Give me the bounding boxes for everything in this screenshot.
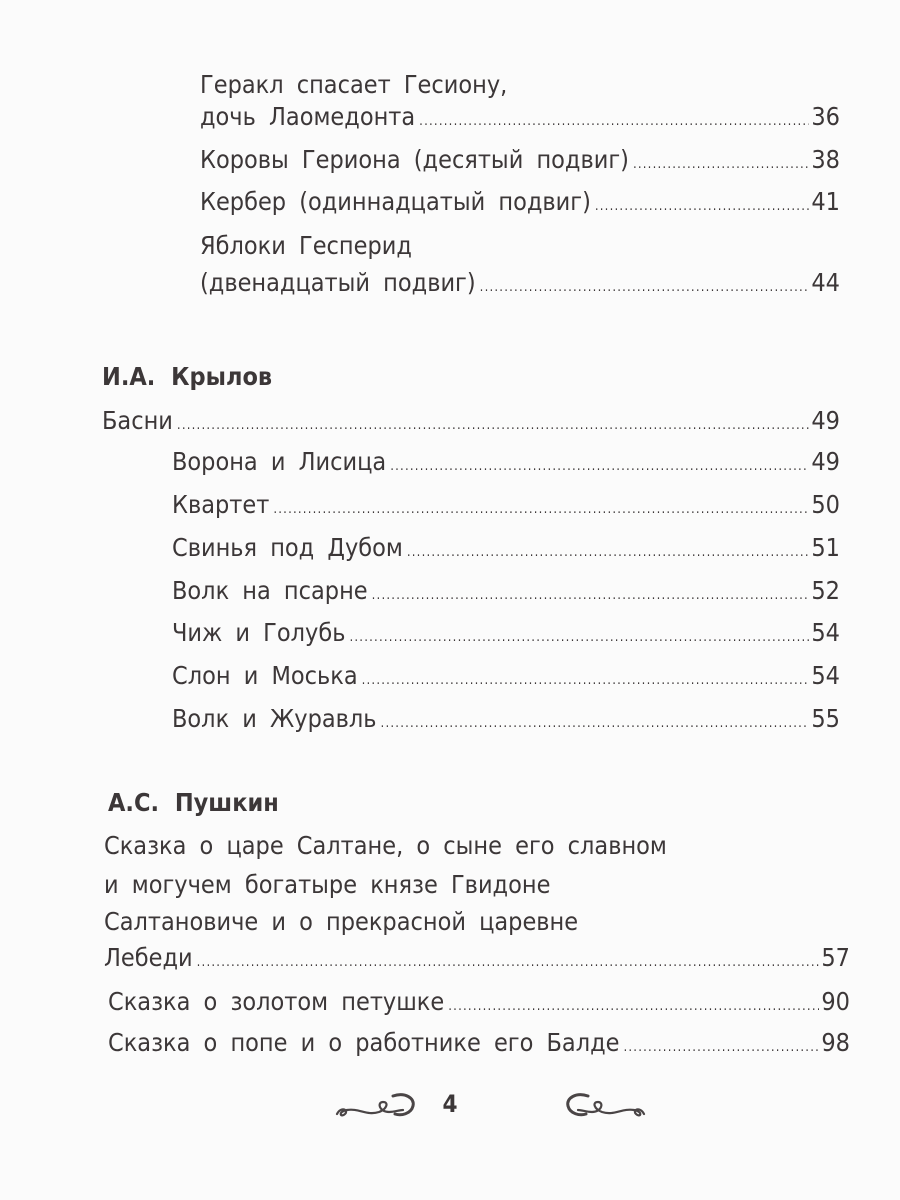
toc-page-number: 36 bbox=[811, 102, 840, 131]
toc-title: дочь Лаомедонта bbox=[200, 102, 416, 131]
toc-page-number: 49 bbox=[811, 406, 840, 435]
toc-title: Чиж и Голубь bbox=[172, 618, 346, 647]
toc-page-number: 90 bbox=[821, 987, 850, 1016]
toc-entry-fable[interactable] bbox=[172, 661, 840, 696]
toc-page-number: 44 bbox=[811, 268, 840, 297]
toc-entry-fable[interactable] bbox=[172, 704, 840, 739]
dot-leader bbox=[407, 538, 810, 568]
toc-entry-golden-cockerel[interactable] bbox=[108, 987, 850, 1022]
toc-entry-fable[interactable] bbox=[172, 490, 840, 525]
dot-leader bbox=[273, 495, 809, 525]
toc-title: Волк на псарне bbox=[172, 576, 368, 605]
toc-title: Кербер (одиннадцатый подвиг) bbox=[200, 187, 591, 216]
dot-leader bbox=[419, 107, 809, 137]
toc-title: Волк и Журавль bbox=[172, 704, 377, 733]
toc-entry-balda[interactable] bbox=[108, 1028, 850, 1063]
toc-page-number: 54 bbox=[811, 618, 840, 647]
toc-page-number: 57 bbox=[821, 943, 850, 972]
dot-leader bbox=[372, 581, 810, 611]
toc-page-number: 49 bbox=[811, 447, 840, 476]
dot-leader bbox=[595, 192, 810, 222]
toc-entry-line: и могучем богатыре князе Гвидоне bbox=[104, 870, 551, 899]
toc-page-number: 51 bbox=[811, 533, 840, 562]
toc-page-number: 41 bbox=[811, 187, 840, 216]
toc-page-number: 50 bbox=[811, 490, 840, 519]
toc-title: Басни bbox=[102, 406, 173, 435]
dot-leader bbox=[362, 666, 810, 696]
toc-title: Слон и Моська bbox=[172, 661, 358, 690]
toc-title: Сказка о попе и о работнике его Балде bbox=[108, 1028, 620, 1057]
toc-title: Коровы Гериона (десятый подвиг) bbox=[200, 145, 629, 174]
toc-title: Ворона и Лисица bbox=[172, 447, 387, 476]
toc-page-number: 54 bbox=[811, 661, 840, 690]
toc-title: Лебеди bbox=[104, 943, 193, 972]
toc-title: Квартет bbox=[172, 490, 270, 519]
toc-entry-line: Геракл спасает Гесиону, bbox=[200, 70, 508, 99]
dot-leader bbox=[381, 709, 810, 739]
toc-page-number: 98 bbox=[821, 1028, 850, 1057]
toc-entry-fable[interactable] bbox=[172, 618, 840, 653]
toc-row bbox=[200, 268, 840, 303]
dot-leader bbox=[197, 948, 820, 978]
toc-entry-cerberus[interactable] bbox=[200, 187, 840, 222]
toc-entry-fable[interactable] bbox=[172, 447, 840, 482]
author-heading-krylov: И.А. Крылов bbox=[102, 362, 273, 391]
dot-leader bbox=[480, 273, 810, 303]
page-number: 4 bbox=[442, 1090, 458, 1118]
toc-entry-fables[interactable] bbox=[102, 406, 840, 441]
dot-leader bbox=[390, 452, 809, 482]
dot-leader bbox=[633, 150, 809, 180]
toc-title: Свинья под Дубом bbox=[172, 533, 403, 562]
author-heading-pushkin: А.С. Пушкин bbox=[108, 788, 279, 817]
toc-title: Сказка о золотом петушке bbox=[108, 987, 445, 1016]
toc-entry-geryon[interactable] bbox=[200, 145, 840, 180]
toc-row bbox=[104, 943, 850, 978]
dot-leader bbox=[177, 411, 809, 441]
toc-title: (двенадцатый подвиг) bbox=[200, 268, 476, 297]
dot-leader bbox=[448, 992, 819, 1022]
toc-row bbox=[200, 102, 840, 137]
toc-entry-fable[interactable] bbox=[172, 533, 840, 568]
toc-page-number: 55 bbox=[811, 704, 840, 733]
toc-entry-line: Яблоки Гесперид bbox=[200, 231, 412, 260]
dot-leader bbox=[623, 1033, 819, 1063]
toc-page-number: 38 bbox=[811, 145, 840, 174]
toc-entry-line: Салтановиче и о прекрасной царевне bbox=[104, 907, 579, 936]
dot-leader bbox=[349, 623, 809, 653]
toc-entry-line: Сказка о царе Салтане, о сыне его славном bbox=[104, 831, 667, 860]
toc-page-number: 52 bbox=[811, 576, 840, 605]
toc-entry-fable[interactable] bbox=[172, 576, 840, 611]
flourish-right-icon bbox=[558, 1088, 648, 1124]
